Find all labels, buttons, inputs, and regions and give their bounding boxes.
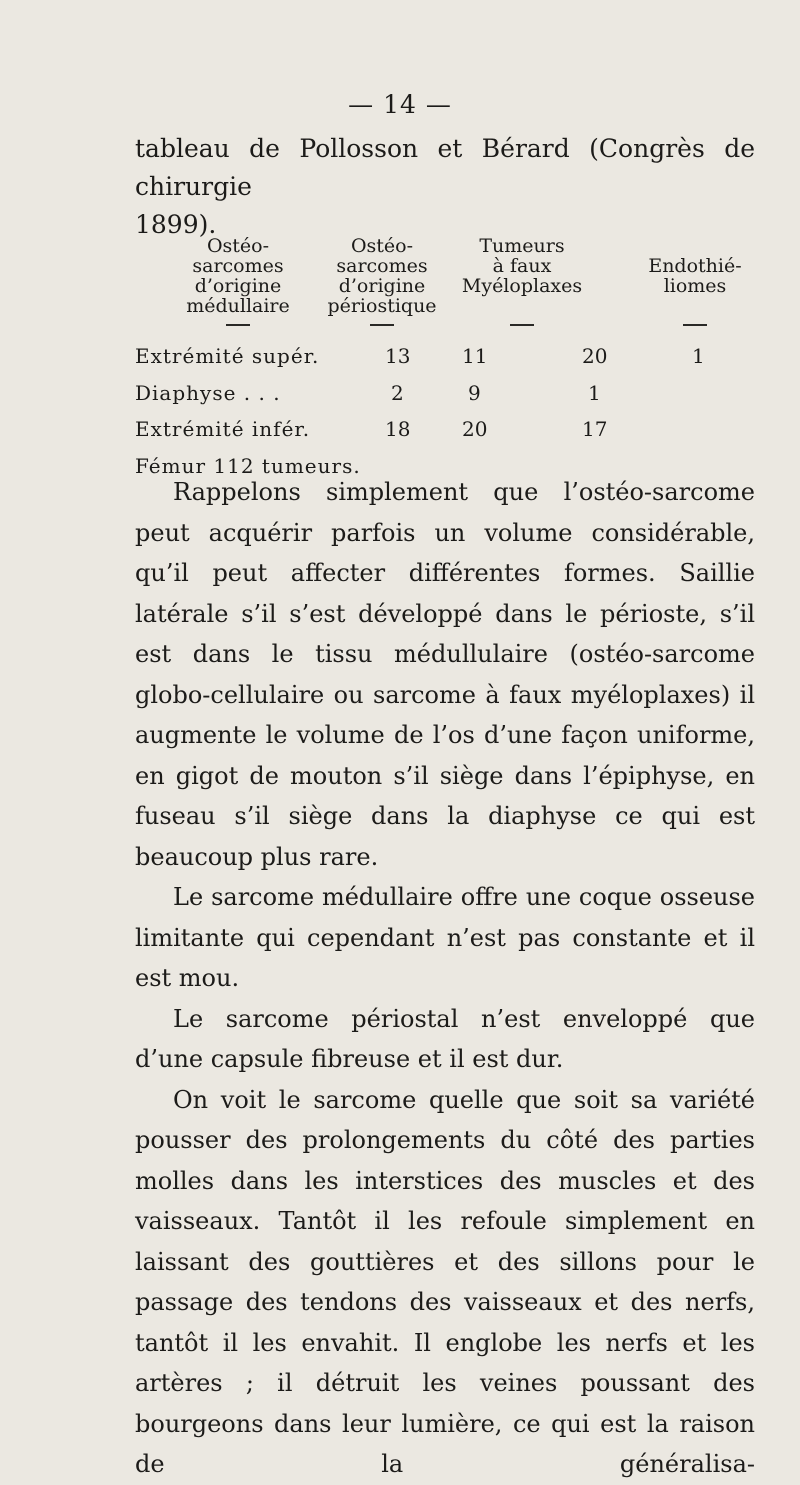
cell-medullary: 13 xyxy=(385,344,411,368)
header-line: Endothié- xyxy=(648,255,742,277)
paragraph: Le sarcome périostal n’est enveloppé que d’une capsule fibreuse et il est dur. xyxy=(135,1004,755,1073)
column-header-endotheliomas xyxy=(635,236,755,296)
body-text xyxy=(135,472,755,1485)
row-label: Extrémité infér. xyxy=(135,417,311,441)
cell-myeloplaxes: 1 xyxy=(588,381,601,405)
cell-periosteal: 20 xyxy=(462,417,488,441)
page-number: — 14 — xyxy=(348,90,452,119)
header-line: Ostéo-sarcomes xyxy=(192,235,284,277)
header-line: périostique xyxy=(327,295,437,317)
header-rule xyxy=(683,324,707,326)
cell-endotheliomas: 1 xyxy=(692,344,705,368)
lead-line-2: 1899). xyxy=(135,210,217,239)
header-line xyxy=(635,236,755,256)
row-label: Extrémité supér. xyxy=(135,344,320,368)
lead-sentence xyxy=(135,130,755,244)
header-line: liomes xyxy=(663,275,727,297)
header-line: Tumeurs xyxy=(479,235,565,257)
header-rule xyxy=(226,324,250,326)
paragraph: On voit le sarcome quelle que soit sa variété pousser des prolongements du côté des parties molles dans les interstices des muscles et des vaisseaux. Tantôt il les refoule simplement en laissant des gouttières et des sillons pour le passage des tendons des vaisseaux et des nerfs, tantôt il les envahit. Il englobe les nerfs et les artères ; il détruit les veines poussant des bourgeons dans leur lumière, ce qui est la raison de la généralisa- xyxy=(135,1085,755,1478)
column-header-medullary xyxy=(163,236,313,316)
cell-myeloplaxes: 20 xyxy=(582,344,608,368)
header-line: d’origine xyxy=(194,275,282,297)
lead-line-1: tableau de Pollosson et Bérard (Congrès de chirurgie xyxy=(135,134,755,201)
paragraph: Rappelons simplement que l’ostéo-sarcome peut acquérir parfois un volume considérable, qu’il peut affecter différentes formes. Saillie latérale s’il s’est développé dans le périoste, s’il est dans le tissu médullulaire (ostéo-sarcome globo-cellulaire ou sarcome à faux myéloplaxes) il augmente le volume de l’os d’une façon uniforme, en gigot de mouton s’il siège dans l’épiphyse, en fuseau s’il siège dans la diaphyse ce qui est beaucoup plus rare. xyxy=(135,478,755,871)
header-line: à faux xyxy=(492,255,552,277)
row-label: Diaphyse . . . xyxy=(135,381,281,405)
cell-medullary: 18 xyxy=(385,417,411,441)
cell-myeloplaxes: 17 xyxy=(582,417,608,441)
cell-periosteal: 9 xyxy=(468,381,481,405)
header-line: d’origine xyxy=(338,275,426,297)
paragraph: Le sarcome médullaire offre une coque osseuse limitante qui cependant n’est pas constante et il est mou. xyxy=(135,883,755,992)
cell-medullary: 2 xyxy=(391,381,404,405)
header-line: Myéloplaxes xyxy=(461,275,583,297)
header-rule xyxy=(370,324,394,326)
column-header-myeloplaxes xyxy=(447,236,597,296)
cell-periosteal: 11 xyxy=(462,344,488,368)
column-header-periosteal xyxy=(307,236,457,316)
header-line: médullaire xyxy=(186,295,290,317)
table-footer: Fémur 112 tumeurs. xyxy=(135,454,361,478)
header-line: Ostéo-sarcomes xyxy=(336,235,428,277)
header-rule xyxy=(510,324,534,326)
